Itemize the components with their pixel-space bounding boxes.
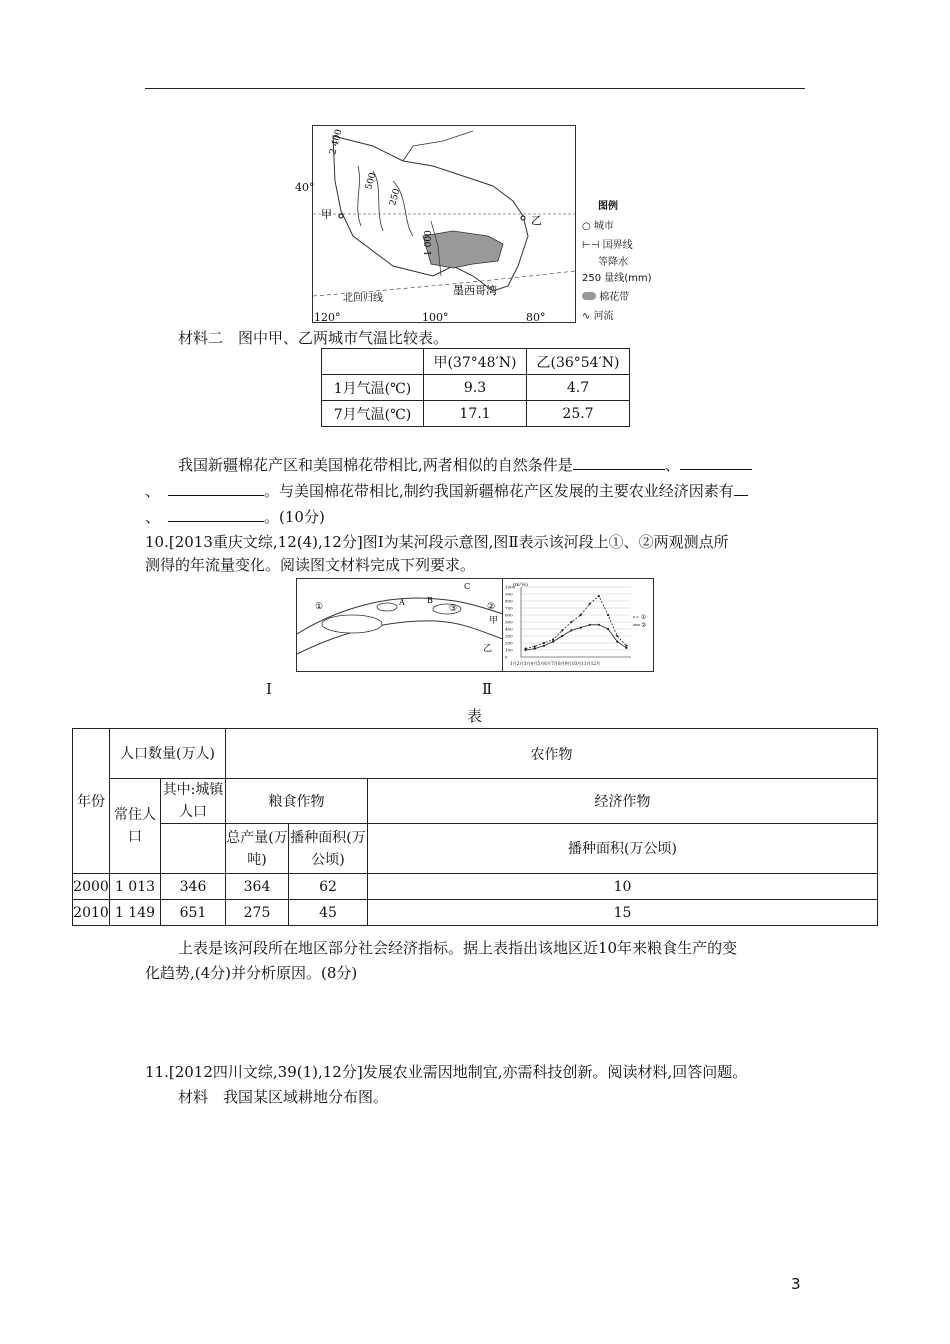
h-cash-area: 播种面积(万公顷)	[368, 824, 878, 874]
q10-line2: 测得的年流量变化。阅读图文材料完成下列要求。	[145, 556, 476, 574]
cell-resident: 1 149	[110, 900, 161, 926]
sep: 、	[664, 456, 680, 474]
y-unit: (m³/s)	[513, 582, 528, 588]
legend-city: 城市	[593, 221, 614, 232]
q9-line3	[145, 506, 325, 528]
river-figure	[296, 578, 504, 672]
data-point	[598, 595, 600, 597]
h-grain: 粮食作物	[226, 779, 368, 824]
data-point	[570, 621, 572, 623]
h-output: 总产量(万吨)	[226, 824, 289, 874]
temp-table	[321, 348, 630, 427]
fig1-label: Ⅰ	[266, 680, 272, 698]
q11-line2: 材料 我国某区域耕地分布图。	[178, 1088, 389, 1106]
legend-1: ①	[641, 614, 647, 621]
point-b: B	[427, 596, 433, 605]
y-tick-label: 100	[505, 647, 513, 653]
iso-label: 250	[388, 187, 403, 207]
data-point	[552, 638, 554, 640]
river-svg	[297, 579, 503, 671]
data-point	[589, 603, 591, 605]
city-yi-label: 乙	[531, 214, 542, 227]
cell-cash: 15	[368, 900, 878, 926]
h-pop: 人口数量(万人)	[110, 729, 226, 779]
y-tick-label: 500	[505, 619, 513, 625]
data-point	[616, 635, 618, 637]
city-jia-label: 甲	[321, 208, 332, 221]
cell-year: 2010	[73, 900, 110, 926]
series-line-1	[526, 596, 627, 649]
h-urban-top	[161, 779, 226, 824]
cell-output: 275	[226, 900, 289, 926]
h-area: 播种面积(万公顷)	[289, 824, 368, 874]
data-point	[589, 624, 591, 626]
city-yi-dot	[521, 216, 525, 220]
island	[322, 615, 382, 633]
answer-blank[interactable]	[168, 507, 264, 522]
table-caption: 表	[467, 707, 483, 725]
legend-border: 国界线	[602, 240, 633, 251]
y-tick-label: 800	[505, 598, 513, 604]
q10-text-line2: 化趋势,(4分)并分析原因。(8分)	[145, 964, 358, 982]
cell-area: 45	[289, 900, 368, 926]
material2-caption: 材料二 图中甲、乙两城市气温比较表。	[178, 329, 449, 347]
bank-yi: 乙	[483, 644, 493, 654]
econ-table	[72, 728, 878, 926]
data-point	[579, 614, 581, 616]
data-point	[625, 647, 627, 649]
data-point	[607, 628, 609, 630]
flow-chart	[503, 579, 653, 671]
cell-area: 62	[289, 874, 368, 900]
answer-blank[interactable]	[573, 455, 665, 470]
legend-isoline-unit: 量线(mm)	[604, 273, 652, 284]
legend-isoline: 等降水	[598, 257, 628, 268]
iso-label: 500	[364, 171, 379, 191]
x-ticks: 1月2月3月4月5月6月7月8月9月10月11月12月	[510, 661, 601, 666]
answer-blank[interactable]	[734, 481, 748, 496]
h-resident: 常住人口	[110, 779, 161, 874]
y-tick-label: 0	[505, 654, 508, 660]
y-tick-label: 400	[505, 626, 513, 632]
lat-40-label: 40°	[295, 181, 315, 194]
data-point	[534, 645, 536, 647]
data-point	[607, 614, 609, 616]
col-yi: 乙(36°54′N)	[527, 349, 630, 375]
point-a: A	[399, 598, 405, 607]
empty-cell	[322, 349, 424, 375]
border-icon: ⊢⊣	[582, 240, 603, 251]
city-jia-dot	[339, 214, 343, 218]
cell-resident: 1 013	[110, 874, 161, 900]
y-tick-label: 900	[505, 591, 513, 597]
header-rule	[145, 88, 805, 89]
us-map	[313, 126, 575, 322]
point-c: C	[464, 582, 471, 591]
col-jia: 甲(37°48′N)	[424, 349, 527, 375]
h-urban: 其中:城镇人口	[162, 782, 224, 820]
isoline-icon: 250	[582, 273, 602, 284]
point-2: ②	[487, 602, 496, 612]
q9-line2	[145, 480, 748, 502]
data-point	[616, 641, 618, 643]
y-tick-label: 600	[505, 612, 513, 618]
point-1: ①	[315, 602, 324, 612]
river-icon: ∿	[582, 311, 594, 322]
h-cash: 经济作物	[368, 779, 878, 824]
data-point	[579, 627, 581, 629]
legend-river: 河流	[593, 311, 614, 322]
answer-blank[interactable]	[168, 481, 264, 496]
bank-jia: 甲	[489, 616, 499, 626]
lon-120-label: 120°	[314, 311, 341, 324]
sep: 、	[145, 508, 161, 526]
flow-chart-figure	[502, 578, 654, 672]
cell: 9.3	[424, 375, 527, 401]
cell-cash: 10	[368, 874, 878, 900]
data-point	[534, 648, 536, 650]
data-point	[524, 649, 526, 651]
fig2-label: Ⅱ	[482, 680, 493, 698]
q10-text-line1: 上表是该河段所在地区部分社会经济指标。据上表指出该地区近10年来粮食生产的变	[178, 939, 738, 957]
data-point	[561, 629, 563, 631]
q10-line1: 10.[2013重庆文综,12(4),12分]图Ⅰ为某河段示意图,图Ⅱ表示该河段上①、②两观测点所	[145, 533, 729, 551]
page-number: 3	[791, 1275, 801, 1293]
island	[377, 603, 397, 611]
tropic-label: 北回归线	[343, 293, 383, 304]
h-crops: 农作物	[226, 729, 878, 779]
city-icon: ○	[582, 221, 594, 232]
h-urban-cont	[161, 824, 226, 874]
h-year: 年份	[73, 729, 110, 874]
data-point	[598, 624, 600, 626]
lon-100-label: 100°	[422, 311, 449, 324]
cotton-icon	[582, 292, 596, 300]
y-tick-label: 300	[505, 633, 513, 639]
y-tick-label: 700	[505, 605, 513, 611]
map-legend	[582, 197, 652, 322]
data-point	[570, 629, 572, 631]
gulf-label: 墨西哥湾	[453, 284, 497, 297]
data-point	[625, 645, 627, 647]
row-label: 1月气温(℃)	[322, 375, 424, 401]
data-point	[561, 635, 563, 637]
cell: 17.1	[424, 401, 527, 427]
lon-80-label: 80°	[526, 311, 546, 324]
cell-year: 2000	[73, 874, 110, 900]
legend-2: ②	[641, 622, 647, 629]
cell-output: 364	[226, 874, 289, 900]
iso-label: 1 000	[424, 230, 434, 256]
y-tick-label: 1000	[505, 584, 516, 590]
q9-text: 。与美国棉花带相比,制约我国新疆棉花产区发展的主要农业经济因素有	[264, 482, 734, 500]
data-point	[543, 642, 545, 644]
legend-cotton: 棉花带	[599, 292, 630, 303]
point-3: ③	[449, 604, 458, 614]
data-point	[543, 645, 545, 647]
row-label: 7月气温(℃)	[322, 401, 424, 427]
coastline	[333, 136, 528, 291]
data-point	[552, 641, 554, 643]
cell-urban: 651	[161, 900, 226, 926]
iso-label: 2 400	[328, 128, 345, 156]
q9-text: 我国新疆棉花产区和美国棉花带相比,两者相似的自然条件是	[178, 456, 573, 474]
answer-blank[interactable]	[680, 455, 752, 470]
cell-urban: 346	[161, 874, 226, 900]
q9-text: 。(10分)	[264, 508, 325, 526]
us-map-figure	[312, 125, 576, 323]
cell: 4.7	[527, 375, 630, 401]
sep: 、	[145, 482, 161, 500]
cell: 25.7	[527, 401, 630, 427]
legend-title: 图例	[598, 201, 618, 212]
q9-line1	[178, 454, 752, 476]
isoline	[358, 166, 361, 226]
y-tick-label: 200	[505, 640, 513, 646]
series-line-2	[526, 625, 627, 650]
q11-line1: 11.[2012四川文综,39(1),12分]发展农业需因地制宜,亦需科技创新。阅读材料,回答问题。	[145, 1063, 748, 1081]
